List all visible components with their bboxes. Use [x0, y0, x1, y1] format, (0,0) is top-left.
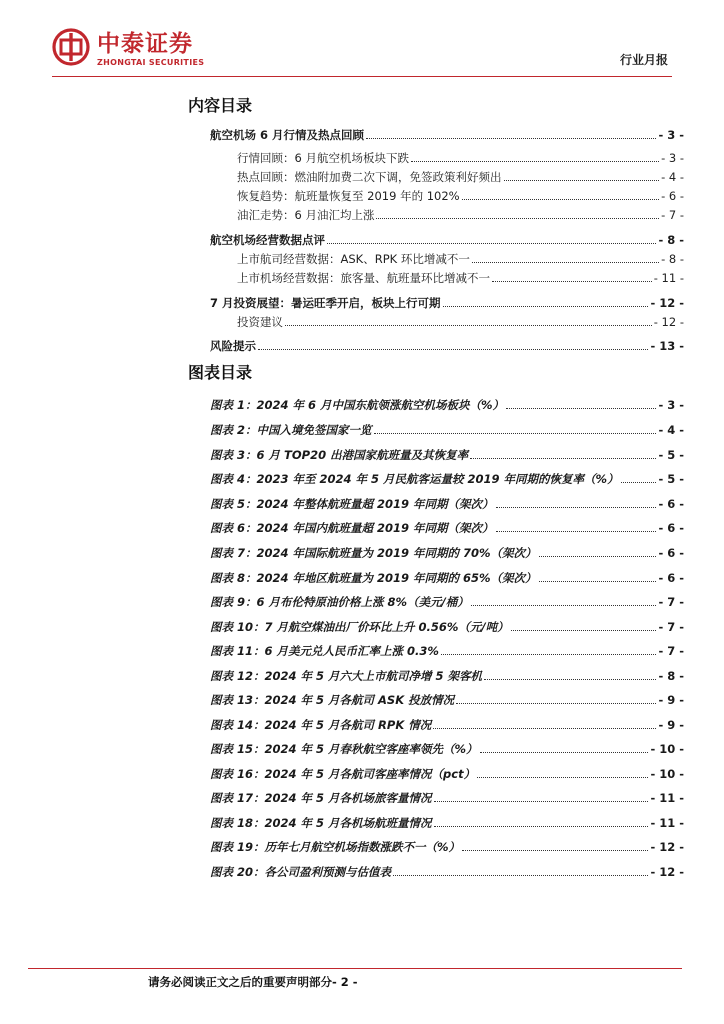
figure-entry-label: 图表 11：6 月美元兑人民币汇率上涨 0.3% — [210, 644, 439, 658]
contents-title: 内容目录 — [188, 96, 253, 115]
dot-leader — [484, 679, 656, 680]
figure-entry-page: - 11 - — [650, 791, 684, 805]
figure-entry[interactable] — [188, 472, 684, 486]
toc-entry[interactable] — [188, 252, 684, 266]
dot-leader — [433, 728, 656, 729]
figure-entry[interactable] — [188, 448, 684, 462]
toc-entry-page: - 3 - — [658, 128, 684, 142]
dot-leader — [472, 262, 659, 263]
toc-entry[interactable] — [188, 233, 684, 247]
dot-leader — [504, 180, 660, 181]
toc-entry-label: 航空机场 6 月行情及热点回顾 — [210, 128, 365, 142]
toc-entry[interactable] — [188, 339, 684, 353]
dot-leader — [539, 581, 657, 582]
figure-entry[interactable] — [188, 595, 684, 609]
dot-leader — [462, 199, 659, 200]
figure-entry-page: - 6 - — [658, 571, 684, 585]
dot-leader — [496, 507, 657, 508]
figure-entry-label: 图表 17：2024 年 5 月各机场旅客量情况 — [210, 791, 432, 805]
figure-entry-label: 图表 4：2023 年至 2024 年 5 月民航客运量较 2019 年同期的恢复率（%） — [210, 472, 619, 486]
toc-entry-page: - 8 - — [661, 252, 684, 266]
dot-leader — [470, 458, 656, 459]
dot-leader — [376, 218, 659, 219]
figure-entry[interactable] — [188, 546, 684, 560]
figure-entry-page: - 12 - — [650, 865, 684, 879]
toc-entry[interactable] — [188, 189, 684, 203]
figure-entry-page: - 6 - — [658, 497, 684, 511]
figure-entry[interactable] — [188, 644, 684, 658]
dot-leader — [511, 630, 657, 631]
page-header — [0, 0, 724, 80]
dot-leader — [285, 325, 652, 326]
figure-entry[interactable] — [188, 398, 684, 412]
toc-entry-label: 上市机场经营数据：旅客量、航班量环比增减不一 — [237, 271, 490, 285]
figure-entry-page: - 5 - — [658, 472, 684, 486]
zhongtai-logo-icon — [52, 28, 90, 66]
dot-leader — [327, 243, 656, 244]
disclaimer-notice: 请务必阅读正文之后的重要声明部分 — [148, 975, 332, 989]
figure-entry-label: 图表 6：2024 年国内航班量超 2019 年同期（架次） — [210, 521, 494, 535]
toc-entry-label: 7 月投资展望：暑运旺季开启，板块上行可期 — [210, 296, 441, 310]
toc-entry[interactable] — [188, 296, 684, 310]
toc-entry-label: 恢复趋势：航班量恢复至 2019 年的 102% — [237, 189, 460, 203]
dot-leader — [443, 306, 649, 307]
figure-entry-page: - 6 - — [658, 546, 684, 560]
figure-entry-label: 图表 20：各公司盈利预测与估值表 — [210, 865, 392, 879]
dot-leader — [441, 654, 657, 655]
page-footer — [148, 975, 358, 989]
toc-entry-page: - 12 - — [653, 315, 684, 329]
figure-entry[interactable] — [188, 571, 684, 585]
figure-entry-label: 图表 8：2024 年地区航班量为 2019 年同期的 65%（架次） — [210, 571, 537, 585]
toc-entry[interactable] — [188, 128, 684, 142]
dot-leader — [434, 826, 649, 827]
figure-entry[interactable] — [188, 718, 684, 732]
dot-leader — [434, 801, 649, 802]
dot-leader — [506, 408, 656, 409]
dot-leader — [393, 875, 648, 876]
figure-entry[interactable] — [188, 423, 684, 437]
figure-entry[interactable] — [188, 791, 684, 805]
toc-entry-page: - 12 - — [650, 296, 684, 310]
dot-leader — [621, 482, 657, 483]
figure-entry-label: 图表 14：2024 年 5 月各航司 RPK 情况 — [210, 718, 432, 732]
toc-entry-page: - 8 - — [658, 233, 684, 247]
figure-entry-label: 图表 2：中国入境免签国家一览 — [210, 423, 372, 437]
toc-entry[interactable] — [188, 271, 684, 285]
dot-leader — [492, 281, 652, 282]
logo-chinese-name: 中泰证券 — [97, 31, 193, 57]
figure-entry-page: - 6 - — [658, 521, 684, 535]
figure-entry-label: 图表 16：2024 年 5 月各航司客座率情况（pct） — [210, 767, 476, 781]
toc-entry-page: - 7 - — [661, 208, 684, 222]
dot-leader — [374, 433, 657, 434]
figure-entry-page: - 10 - — [650, 767, 684, 781]
figure-entry-page: - 3 - — [658, 398, 684, 412]
figure-entry[interactable] — [188, 669, 684, 683]
figure-entry-label: 图表 15：2024 年 5 月春秋航空客座率领先（%） — [210, 742, 478, 756]
toc-entry-page: - 11 - — [653, 271, 684, 285]
figure-entry[interactable] — [188, 767, 684, 781]
toc-entry[interactable] — [188, 170, 684, 184]
figure-entry-page: - 11 - — [650, 816, 684, 830]
figure-entry-page: - 7 - — [658, 620, 684, 634]
dot-leader — [496, 531, 657, 532]
figure-entry-label: 图表 3：6 月 TOP20 出港国家航班量及其恢复率 — [210, 448, 469, 462]
dot-leader — [477, 777, 648, 778]
dot-leader — [456, 703, 656, 704]
figure-entry-page: - 5 - — [658, 448, 684, 462]
figure-entry[interactable] — [188, 620, 684, 634]
figure-entry-label: 图表 12：2024 年 5 月六大上市航司净增 5 架客机 — [210, 669, 483, 683]
figure-entry[interactable] — [188, 693, 684, 707]
dot-leader — [258, 349, 648, 350]
toc-entry-page: - 13 - — [650, 339, 684, 353]
figure-entry-page: - 8 - — [658, 669, 684, 683]
toc-entry-label: 风险提示 — [210, 339, 256, 353]
dot-leader — [411, 161, 659, 162]
figure-entry-label: 图表 18：2024 年 5 月各机场航班量情况 — [210, 816, 432, 830]
figure-entry[interactable] — [188, 497, 684, 511]
toc-entry[interactable] — [188, 208, 684, 222]
page-number: - 2 - — [332, 975, 358, 989]
figure-entry-label: 图表 9：6 月布伦特原油价格上涨 8%（美元/桶） — [210, 595, 469, 609]
figure-entry-label: 图表 13：2024 年 5 月各航司 ASK 投放情况 — [210, 693, 455, 707]
footer-divider — [28, 968, 682, 969]
figure-entry[interactable] — [188, 840, 684, 854]
toc-entry-label: 热点回顾：燃油附加费二次下调，免签政策利好频出 — [237, 170, 502, 184]
toc-entry-label: 投资建议 — [237, 315, 283, 329]
figure-entry-label: 图表 1：2024 年 6 月中国东航领涨航空机场板块（%） — [210, 398, 505, 412]
figure-entry-page: - 4 - — [658, 423, 684, 437]
toc-entry[interactable] — [188, 151, 684, 165]
dot-leader — [480, 752, 649, 753]
toc-entry-label: 上市航司经营数据：ASK、RPK 环比增减不一 — [237, 252, 470, 266]
figure-entry[interactable] — [188, 742, 684, 756]
figure-entry-page: - 7 - — [658, 595, 684, 609]
header-divider — [52, 76, 672, 77]
toc-entry-label: 油汇走势：6 月油汇均上涨 — [237, 208, 375, 222]
figure-entry[interactable] — [188, 521, 684, 535]
toc-entry-page: - 6 - — [661, 189, 684, 203]
figure-entry-page: - 12 - — [650, 840, 684, 854]
figure-entry[interactable] — [188, 816, 684, 830]
report-type-label: 行业月报 — [619, 53, 668, 67]
dot-leader — [366, 138, 656, 139]
toc-entry-page: - 4 - — [661, 170, 684, 184]
toc-entry-label: 行情回顾：6 月航空机场板块下跌 — [237, 151, 409, 165]
dot-leader — [539, 556, 657, 557]
toc-entry-label: 航空机场经营数据点评 — [210, 233, 325, 247]
logo-english-name: ZHONGTAI SECURITIES — [97, 58, 205, 67]
figure-entry-page: - 10 - — [650, 742, 684, 756]
dot-leader — [462, 850, 648, 851]
dot-leader — [471, 605, 657, 606]
toc-entry-page: - 3 - — [661, 151, 684, 165]
figure-entry[interactable] — [188, 865, 684, 879]
figure-entry-label: 图表 19：历年七月航空机场指数涨跌不一（%） — [210, 840, 461, 854]
figure-entry-label: 图表 10：7 月航空煤油出厂价环比上升 0.56%（元/吨） — [210, 620, 509, 634]
figure-entry-page: - 7 - — [658, 644, 684, 658]
figure-entry-page: - 9 - — [658, 693, 684, 707]
figure-entry-label: 图表 7：2024 年国际航班量为 2019 年同期的 70%（架次） — [210, 546, 537, 560]
toc-entry[interactable] — [188, 315, 684, 329]
figure-entry-label: 图表 5：2024 年整体航班量超 2019 年同期（架次） — [210, 497, 494, 511]
figure-entry-page: - 9 - — [658, 718, 684, 732]
figures-title: 图表目录 — [188, 363, 253, 382]
